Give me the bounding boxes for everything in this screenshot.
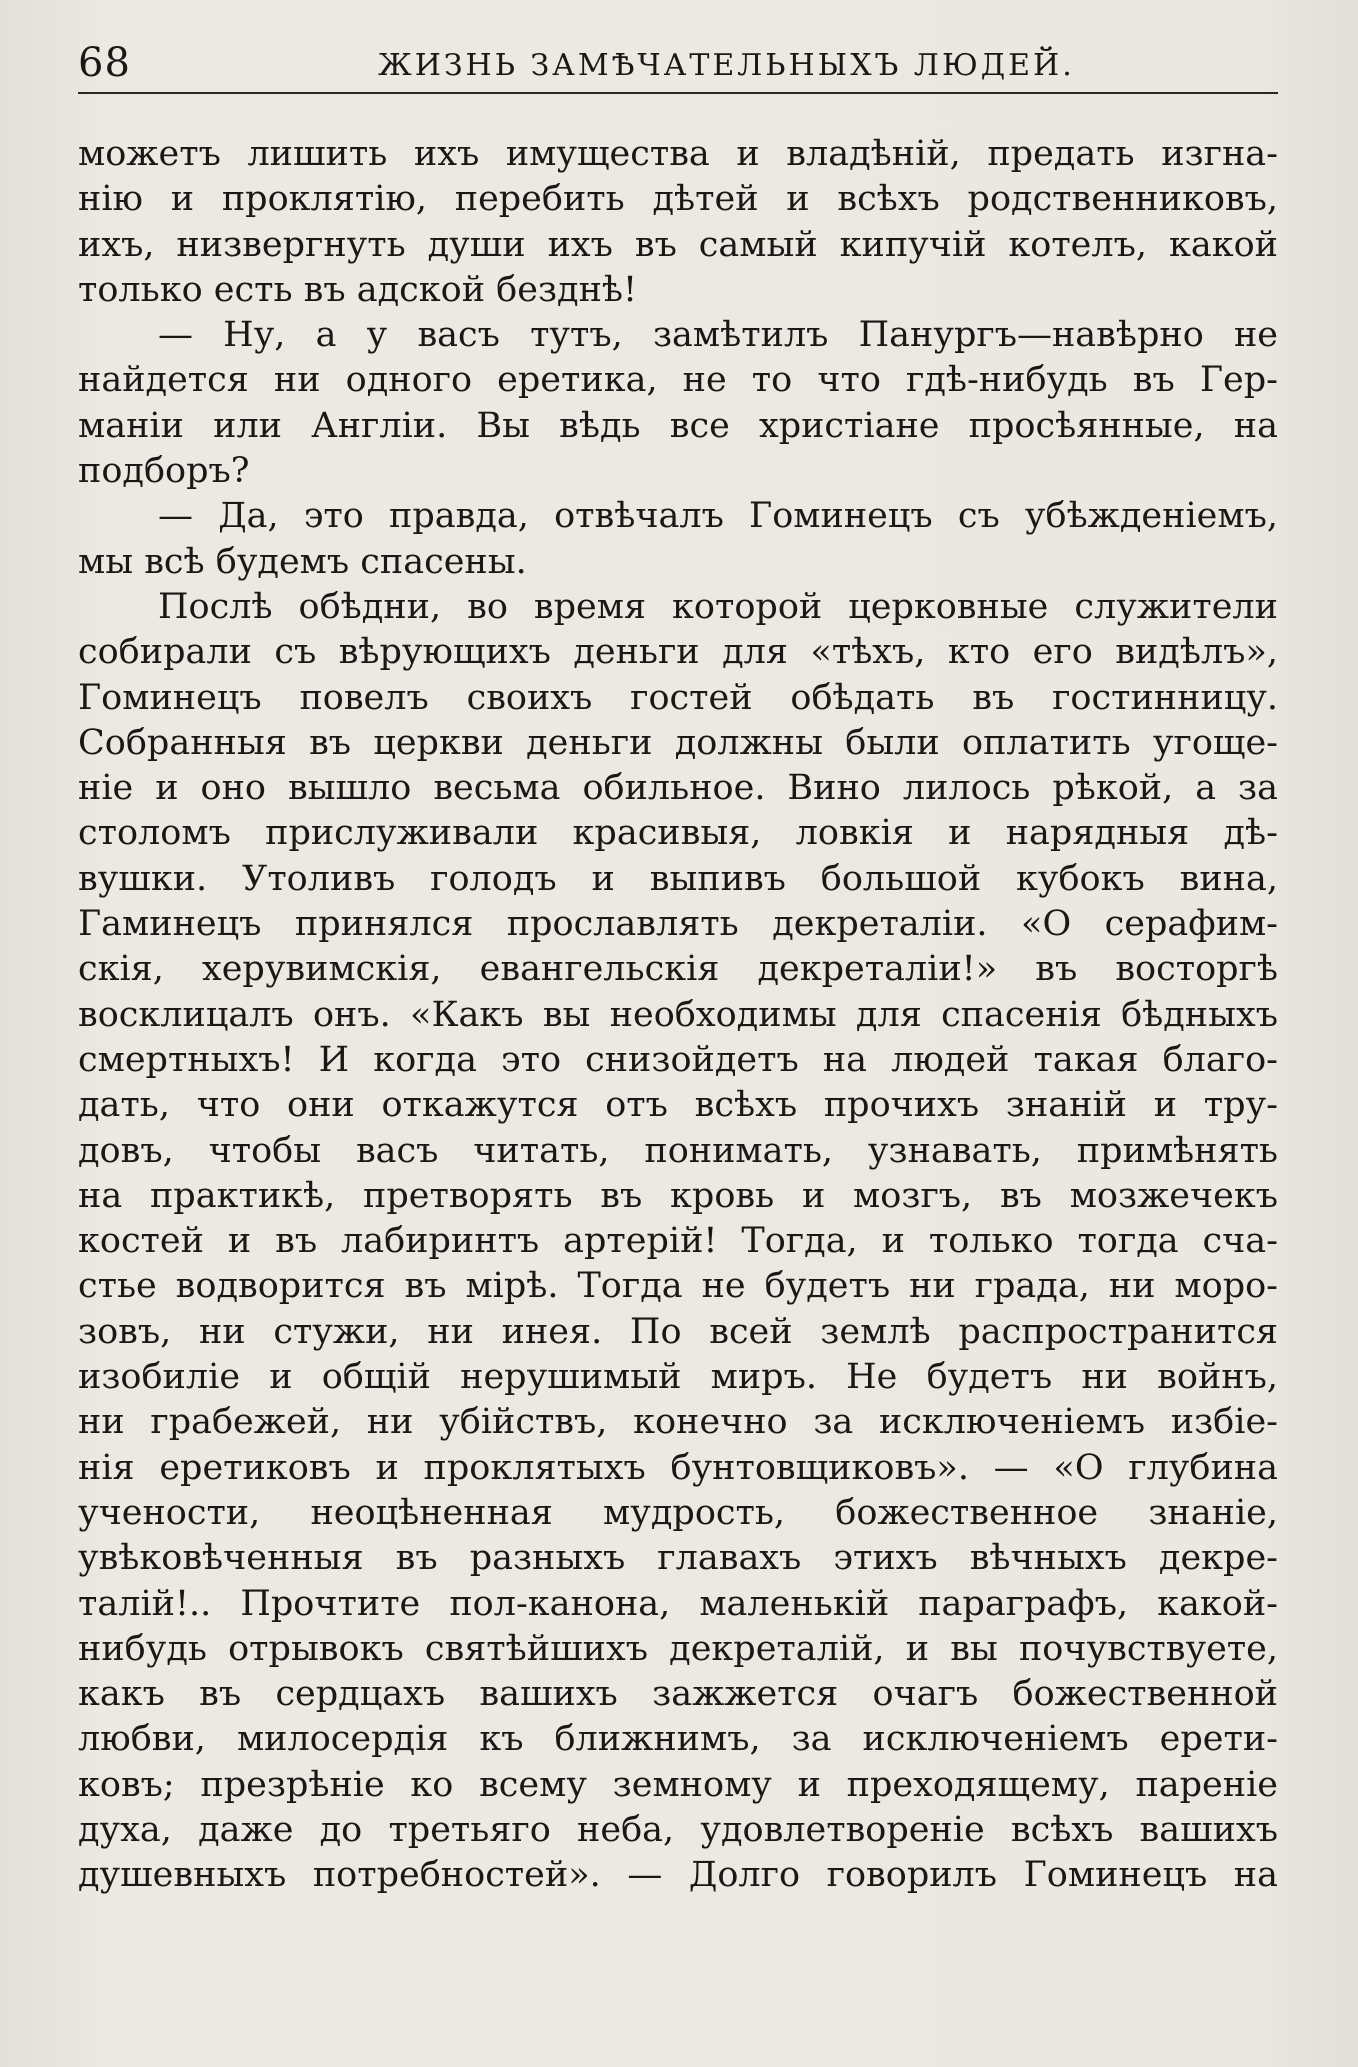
text-line: ихъ, низвергнуть души ихъ въ самый кипучій котелъ, какой — [78, 224, 1278, 265]
text-line: дать, что они откажутся отъ всѣхъ прочихъ знаній и тру- — [78, 1085, 1278, 1126]
text-line: душевныхъ потребностей». — Долго говорилъ Гоминецъ на — [78, 1855, 1278, 1896]
text-line: собирали съ вѣрующихъ деньги для «тѣхъ, кто его видѣлъ», — [78, 632, 1278, 673]
text-line: Послѣ обѣдни, во время которой церковные служители — [158, 586, 1278, 627]
text-line: столомъ прислуживали красивыя, ловкія и нарядныя дѣ- — [78, 813, 1278, 854]
running-title: ЖИЗНЬ ЗАМѢЧАТЕЛЬНЫХЪ ЛЮДЕЙ. — [378, 48, 1075, 83]
text-line: изобиліе и общій нерушимый миръ. Не будетъ ни войнъ, — [78, 1357, 1278, 1398]
text-line: подборъ? — [78, 451, 250, 492]
text-line: восклицалъ онъ. «Какъ вы необходимы для спасенія бѣдныхъ — [78, 994, 1278, 1035]
text-line: — Ну, а у васъ тутъ, замѣтилъ Панургъ—навѣрно не — [158, 315, 1278, 356]
text-line: ковъ; презрѣніе ко всему земному и преходящему, пареніе — [78, 1764, 1278, 1805]
text-line: смертныхъ! И когда это снизойдетъ на людей такая благо- — [78, 1039, 1278, 1080]
text-line: нибудь отрывокъ святѣйшихъ декреталій, и вы почувствуете, — [78, 1628, 1278, 1669]
text-line: духа, даже до третьяго неба, удовлетвореніе всѣхъ вашихъ — [78, 1809, 1278, 1850]
text-line: зовъ, ни стужи, ни инея. По всей землѣ распространится — [78, 1311, 1278, 1352]
text-line: на практикѣ, претворять въ кровь и мозгъ, въ мозжечекъ — [78, 1175, 1278, 1216]
text-line: Гаминецъ принялся прославлять декреталіи. «О серафим- — [78, 904, 1278, 945]
header-rule — [78, 92, 1278, 94]
text-line: найдется ни одного еретика, не то что гдѣ-нибудь въ Гер- — [78, 360, 1278, 401]
text-line: костей и въ лабиринтъ артерій! Тогда, и только тогда сча- — [78, 1221, 1278, 1262]
text-line: — Да, это правда, отвѣчалъ Гоминецъ съ убѣжденіемъ, — [158, 496, 1278, 537]
text-line: можетъ лишить ихъ имущества и владѣній, предать изгна- — [78, 134, 1278, 174]
text-line: увѣковѣченныя въ разныхъ главахъ этихъ вѣчныхъ декре- — [78, 1538, 1278, 1579]
text-line: довъ, чтобы васъ читать, понимать, узнавать, примѣнять — [78, 1130, 1278, 1171]
text-line: только есть въ адской безднѣ! — [78, 269, 638, 310]
page-header — [78, 40, 1278, 90]
text-line: ніе и оно вышло весьма обильное. Вино лилось рѣкой, а за — [78, 768, 1278, 809]
text-line: Собранныя въ церкви деньги должны были оплатить угоще- — [78, 722, 1278, 763]
text-line: стье водворится въ мірѣ. Тогда не будетъ ни града, ни моро- — [78, 1266, 1278, 1307]
text-line: любви, милосердія къ ближнимъ, за исключеніемъ ерети- — [78, 1719, 1278, 1760]
text-line: скія, херувимскія, евангельскія декреталіи!» въ восторгѣ — [78, 949, 1278, 990]
page-number: 68 — [78, 40, 131, 86]
text-line: вушки. Утоливъ голодъ и выпивъ большой кубокъ вина, — [78, 858, 1278, 899]
text-line: маніи или Англіи. Вы вѣдь все христіане просѣянные, на — [78, 405, 1278, 446]
text-line: Гоминецъ повелъ своихъ гостей обѣдать въ гостинницу. — [78, 677, 1278, 718]
text-line: мы всѣ будемъ спасены. — [78, 541, 527, 582]
text-line: учености, неоцѣненная мудрость, божественное знаніе, — [78, 1492, 1278, 1533]
text-line: ни грабежей, ни убійствъ, конечно за исключеніемъ избіе- — [78, 1402, 1278, 1443]
text-line: талій!.. Прочтите пол-канона, маленькій параграфъ, какой- — [78, 1583, 1278, 1624]
body-text — [78, 132, 1278, 1899]
text-line: нію и проклятію, перебить дѣтей и всѣхъ родственниковъ, — [78, 179, 1278, 220]
text-line: какъ въ сердцахъ вашихъ зажжется очагъ божественной — [78, 1674, 1278, 1715]
text-line: нія еретиковъ и проклятыхъ бунтовщиковъ». — «О глубина — [78, 1447, 1278, 1488]
